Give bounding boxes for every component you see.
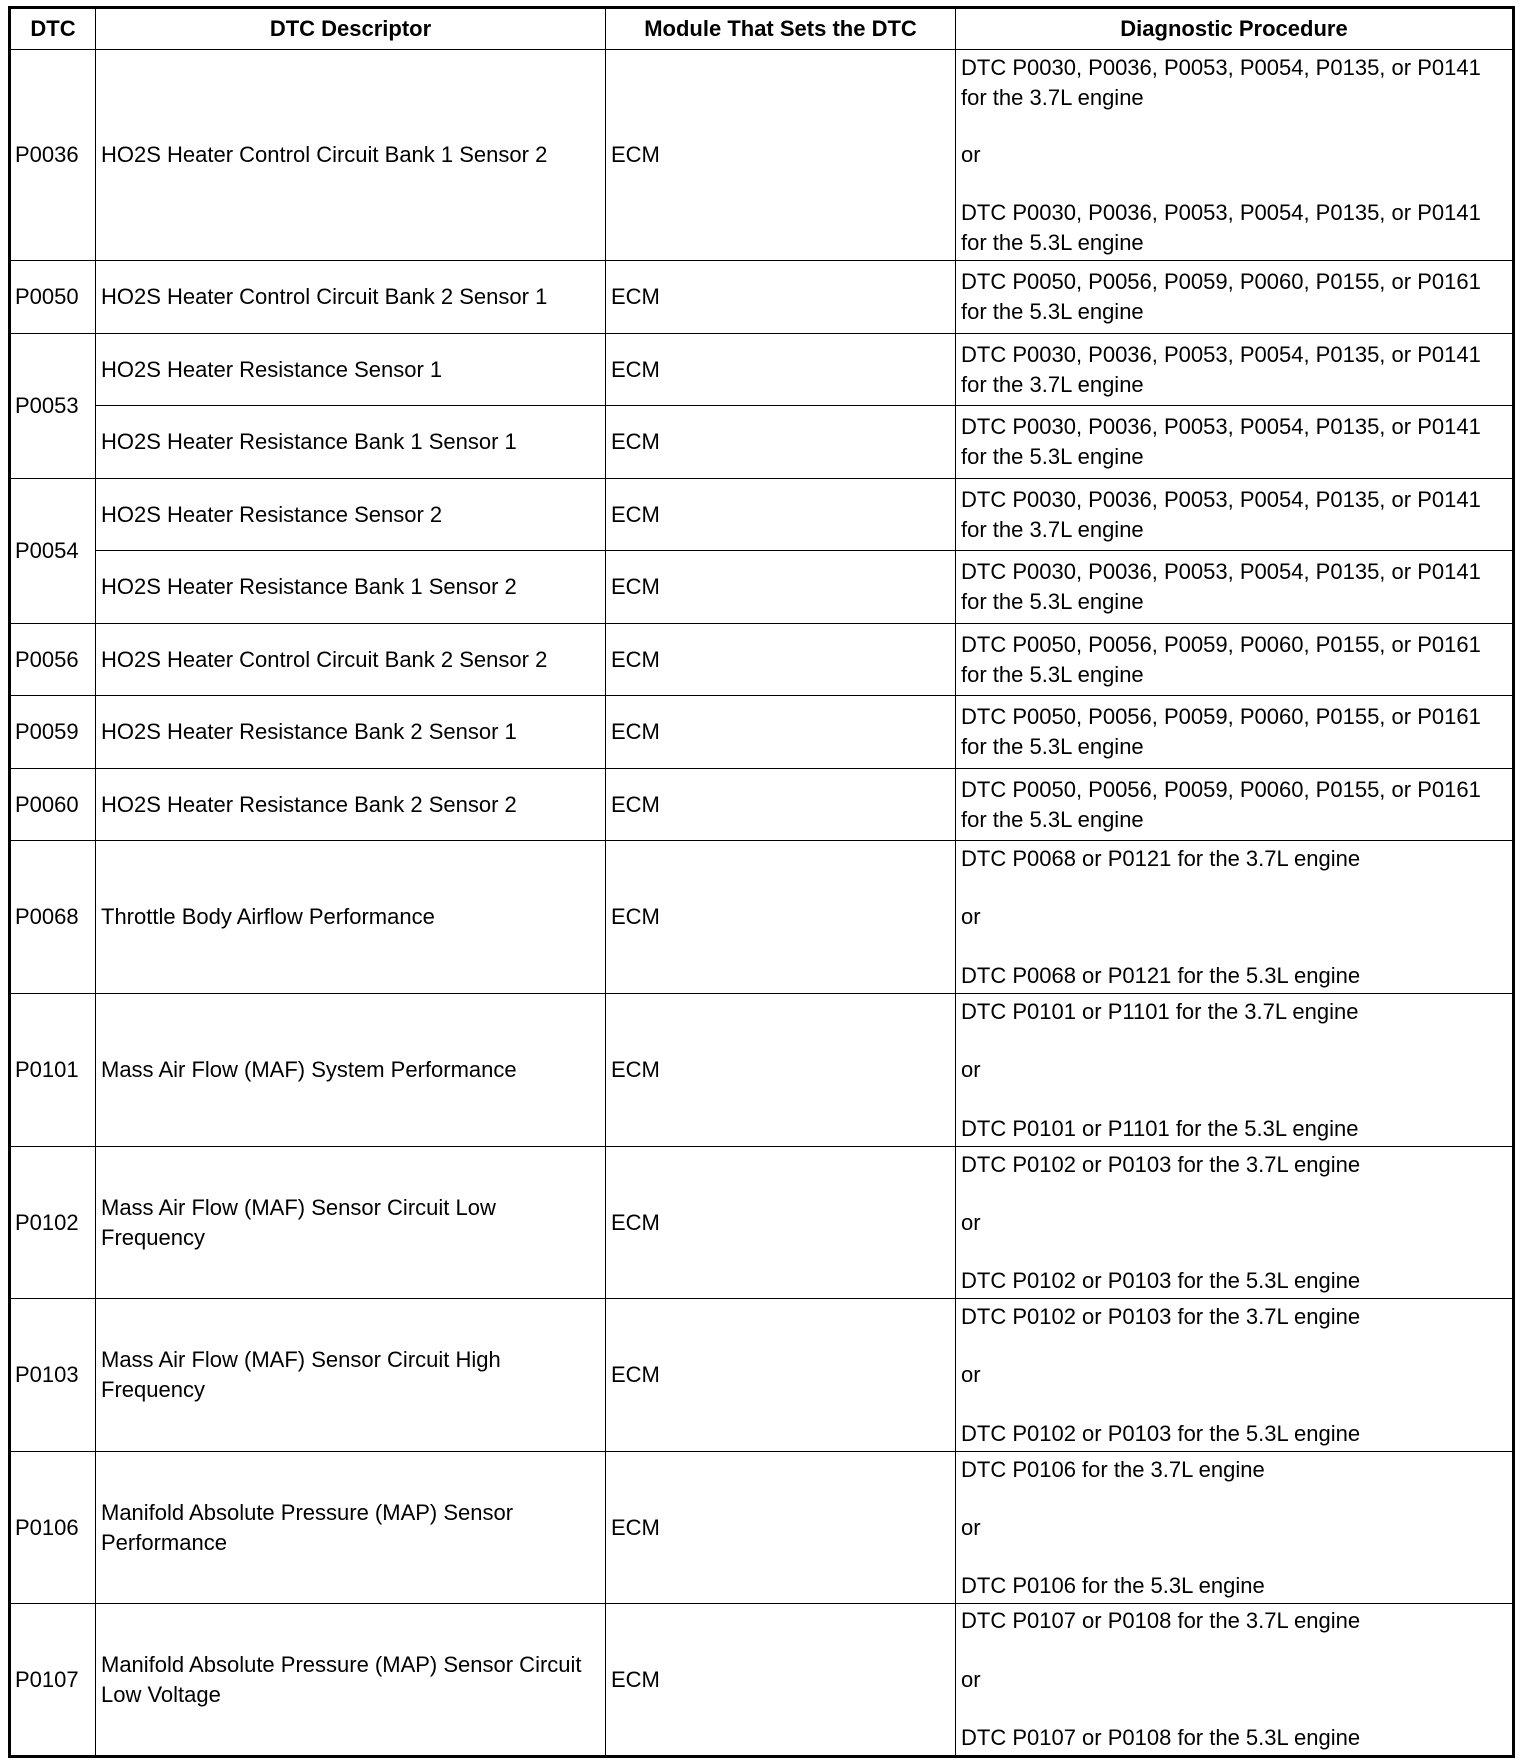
procedure-link[interactable]: DTC P0107 or P0108 for the 3.7L engine (961, 1608, 1361, 1633)
dtc-code: P0053 (10, 334, 96, 479)
procedure-link[interactable]: DTC P0102 or P0103 for the 3.7L engine (961, 1151, 1361, 1177)
module: ECM (606, 841, 956, 994)
procedure-link[interactable]: DTC P0030, P0036, P0053, P0054, P0135, or P0141 for the 3.7L engine (961, 54, 1481, 110)
dtc-code: P0036 (10, 50, 96, 261)
table-row (10, 334, 1514, 406)
procedure-lines (961, 1148, 1507, 1298)
procedure-link[interactable]: DTC P0030, P0036, P0053, P0054, P0135, or P0141 for the 3.7L engine (961, 486, 1481, 542)
procedure-link[interactable]: DTC P0030, P0036, P0053, P0054, P0135, or P0141 for the 5.3L engine (961, 199, 1481, 255)
procedure-link[interactable]: DTC P0050, P0056, P0059, P0060, P0155, or P0161 for the 5.3L engine (961, 704, 1481, 759)
procedure-lines (961, 702, 1507, 762)
dtc-descriptor: HO2S Heater Resistance Sensor 2 (96, 479, 606, 551)
procedure-lines (961, 1453, 1507, 1603)
procedure-link[interactable]: DTC P0102 or P0103 for the 5.3L engine (961, 1267, 1361, 1293)
procedure-lines (961, 340, 1507, 400)
dtc-descriptor: HO2S Heater Control Circuit Bank 1 Sensor 2 (96, 50, 606, 261)
dtc-descriptor: Mass Air Flow (MAF) System Performance (96, 994, 606, 1147)
module: ECM (606, 1452, 956, 1604)
header-module: Module That Sets the DTC (606, 8, 956, 50)
module: ECM (606, 1299, 956, 1452)
procedure-link[interactable]: DTC P0107 or P0108 for the 5.3L engine (961, 1725, 1361, 1750)
table-row (10, 1299, 1514, 1452)
dtc-descriptor: HO2S Heater Resistance Bank 2 Sensor 1 (96, 696, 606, 769)
procedure-lines (961, 995, 1507, 1146)
procedure-lines (961, 1300, 1507, 1451)
diagnostic-procedure (956, 479, 1514, 551)
procedure-lines (961, 485, 1507, 545)
module: ECM (606, 769, 956, 841)
diagnostic-procedure (956, 841, 1514, 994)
procedure-link[interactable]: DTC P0050, P0056, P0059, P0060, P0155, or P0161 for the 5.3L engine (961, 631, 1481, 687)
procedure-link[interactable]: DTC P0068 or P0121 for the 5.3L engine (961, 962, 1361, 988)
table-row (10, 406, 1514, 479)
table-row (10, 696, 1514, 769)
procedure-lines (961, 557, 1507, 617)
diagnostic-procedure (956, 994, 1514, 1147)
procedure-link[interactable]: DTC P0030, P0036, P0053, P0054, P0135, or P0141 for the 5.3L engine (961, 559, 1481, 614)
dtc-descriptor: HO2S Heater Resistance Bank 1 Sensor 2 (96, 551, 606, 624)
procedure-lines (961, 630, 1507, 690)
dtc-code: P0101 (10, 994, 96, 1147)
table-row (10, 624, 1514, 696)
table-row (10, 261, 1514, 334)
procedure-or: or (961, 1057, 981, 1082)
header-descriptor: DTC Descriptor (96, 8, 606, 50)
diagnostic-procedure (956, 50, 1514, 261)
procedure-or: or (961, 1666, 981, 1692)
diagnostic-procedure (956, 1147, 1514, 1299)
procedure-link[interactable]: DTC P0030, P0036, P0053, P0054, P0135, or P0141 for the 3.7L engine (961, 341, 1481, 397)
procedure-link[interactable]: DTC P0068 or P0121 for the 3.7L engine (961, 845, 1361, 871)
module: ECM (606, 479, 956, 551)
dtc-code: P0107 (10, 1604, 96, 1757)
module: ECM (606, 334, 956, 406)
dtc-code: P0054 (10, 479, 96, 624)
dtc-code: P0102 (10, 1147, 96, 1299)
procedure-lines (961, 1604, 1507, 1755)
module: ECM (606, 624, 956, 696)
table-row (10, 551, 1514, 624)
procedure-link[interactable]: DTC P0050, P0056, P0059, P0060, P0155, or P0161 for the 5.3L engine (961, 776, 1481, 832)
procedure-or: or (961, 1362, 981, 1387)
procedure-or: or (961, 1209, 981, 1235)
procedure-lines (961, 267, 1507, 327)
table-row (10, 994, 1514, 1147)
dtc-code: P0106 (10, 1452, 96, 1604)
diagnostic-procedure (956, 1604, 1514, 1757)
dtc-descriptor: Mass Air Flow (MAF) Sensor Circuit High Frequency (96, 1299, 606, 1452)
module: ECM (606, 1147, 956, 1299)
procedure-or: or (961, 1514, 981, 1540)
dtc-code: P0103 (10, 1299, 96, 1452)
diagnostic-procedure (956, 261, 1514, 334)
dtc-descriptor: Manifold Absolute Pressure (MAP) Sensor Circuit Low Voltage (96, 1604, 606, 1757)
diagnostic-procedure (956, 406, 1514, 479)
dtc-descriptor: HO2S Heater Resistance Bank 1 Sensor 1 (96, 406, 606, 479)
procedure-lines (961, 412, 1507, 472)
module: ECM (606, 994, 956, 1147)
dtc-descriptor: Throttle Body Airflow Performance (96, 841, 606, 994)
diagnostic-procedure (956, 551, 1514, 624)
procedure-or: or (961, 142, 981, 167)
dtc-code: P0056 (10, 624, 96, 696)
module: ECM (606, 551, 956, 624)
dtc-descriptor: HO2S Heater Control Circuit Bank 2 Sensor 1 (96, 261, 606, 334)
table-row (10, 1604, 1514, 1757)
procedure-link[interactable]: DTC P0101 or P1101 for the 5.3L engine (961, 1115, 1359, 1141)
procedure-link[interactable]: DTC P0106 for the 3.7L engine (961, 1456, 1265, 1482)
procedure-link[interactable]: DTC P0101 or P1101 for the 3.7L engine (961, 998, 1359, 1024)
module: ECM (606, 1604, 956, 1757)
diagnostic-procedure (956, 624, 1514, 696)
procedure-link[interactable]: DTC P0102 or P0103 for the 5.3L engine (961, 1420, 1361, 1446)
dtc-code: P0060 (10, 769, 96, 841)
dtc-descriptor: Manifold Absolute Pressure (MAP) Sensor Performance (96, 1452, 606, 1604)
procedure-link[interactable]: DTC P0030, P0036, P0053, P0054, P0135, or P0141 for the 5.3L engine (961, 414, 1481, 469)
module: ECM (606, 696, 956, 769)
module: ECM (606, 50, 956, 261)
module: ECM (606, 406, 956, 479)
header-procedure: Diagnostic Procedure (956, 8, 1514, 50)
diagnostic-procedure (956, 1452, 1514, 1604)
table-row (10, 1452, 1514, 1604)
dtc-descriptor: Mass Air Flow (MAF) Sensor Circuit Low Frequency (96, 1147, 606, 1299)
procedure-or: or (961, 904, 981, 929)
dtc-code: P0050 (10, 261, 96, 334)
dtc-descriptor: HO2S Heater Resistance Sensor 1 (96, 334, 606, 406)
procedure-lines (961, 51, 1507, 260)
dtc-descriptor: HO2S Heater Resistance Bank 2 Sensor 2 (96, 769, 606, 841)
procedure-lines (961, 842, 1507, 993)
module: ECM (606, 261, 956, 334)
procedure-link[interactable]: DTC P0050, P0056, P0059, P0060, P0155, or P0161 for the 5.3L engine (961, 269, 1481, 324)
diagnostic-procedure (956, 1299, 1514, 1452)
table-row (10, 1147, 1514, 1299)
header-row (10, 8, 1514, 50)
table-row (10, 479, 1514, 551)
diagnostic-procedure (956, 769, 1514, 841)
procedure-link[interactable]: DTC P0106 for the 5.3L engine (961, 1572, 1265, 1598)
header-dtc: DTC (10, 8, 96, 50)
dtc-table (8, 6, 1515, 1758)
table-row (10, 841, 1514, 994)
procedure-link[interactable]: DTC P0102 or P0103 for the 3.7L engine (961, 1303, 1361, 1329)
diagnostic-procedure (956, 696, 1514, 769)
dtc-code: P0059 (10, 696, 96, 769)
diagnostic-procedure (956, 334, 1514, 406)
table-body (10, 50, 1514, 1757)
table-row (10, 769, 1514, 841)
dtc-code: P0068 (10, 841, 96, 994)
dtc-descriptor: HO2S Heater Control Circuit Bank 2 Sensor 2 (96, 624, 606, 696)
procedure-lines (961, 775, 1507, 835)
table-row (10, 50, 1514, 261)
